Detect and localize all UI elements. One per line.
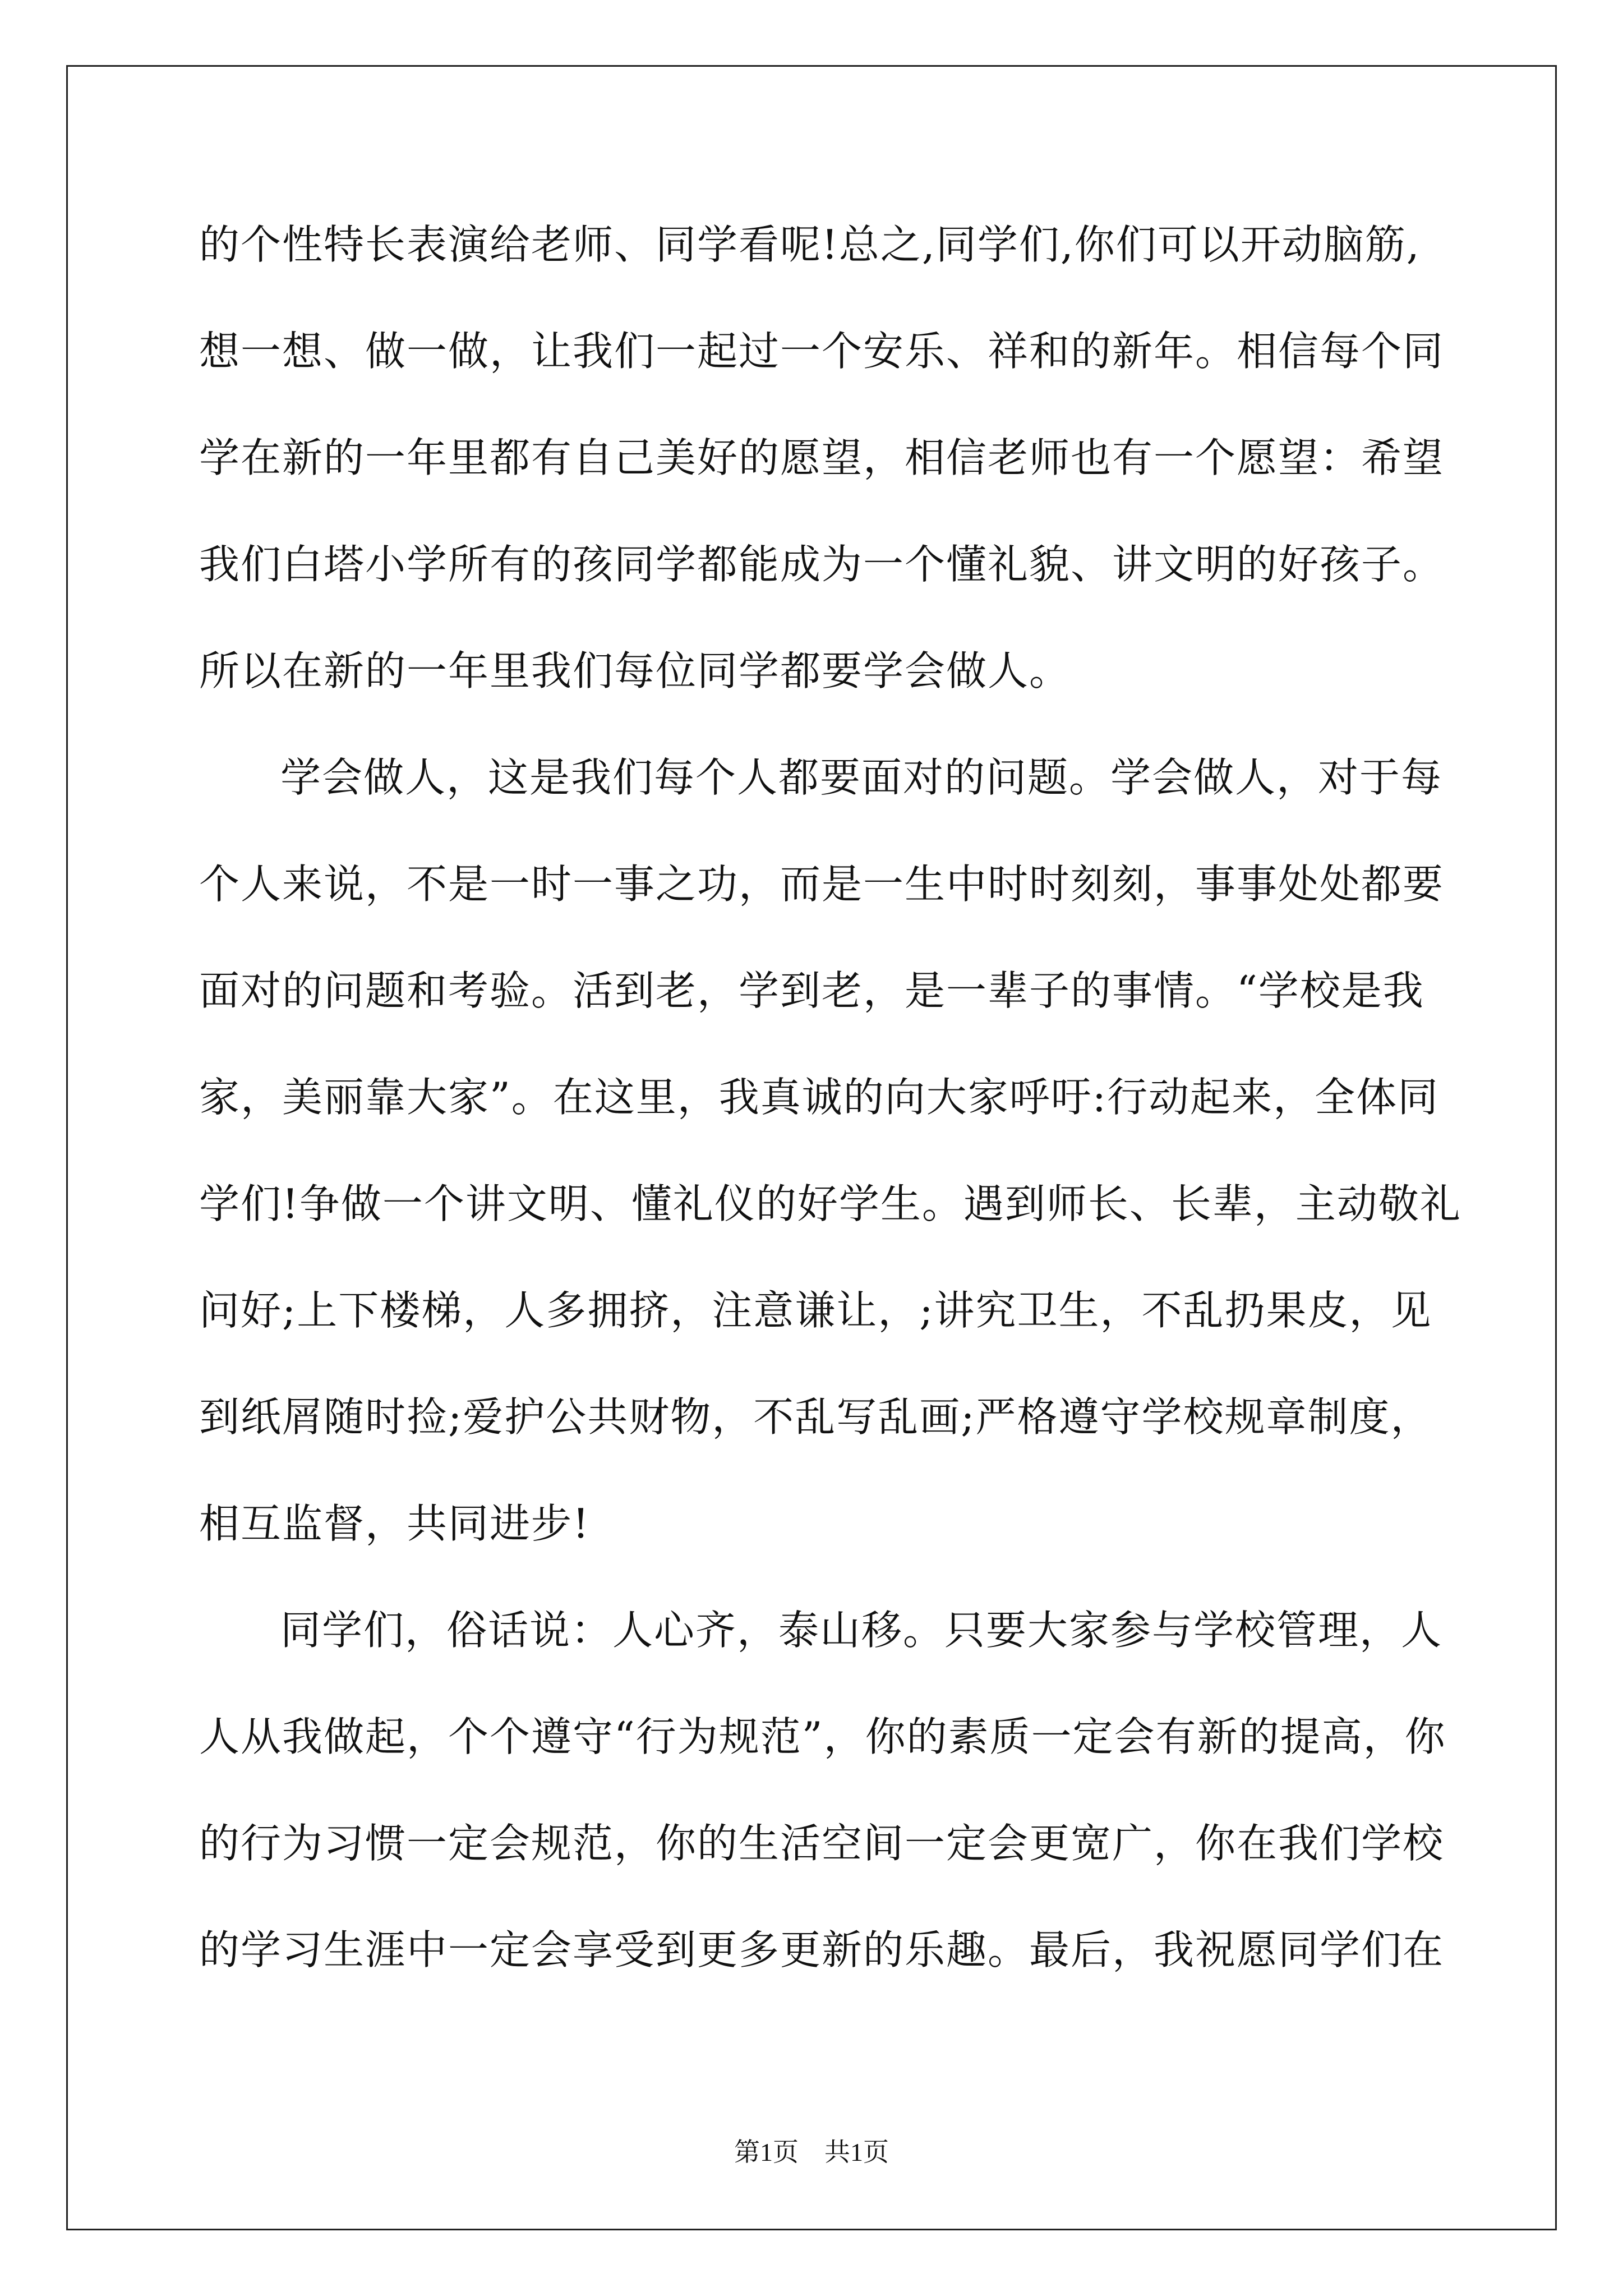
text-line: 的行为习惯一定会规范，你的生活空间一定会更宽广，你在我们学校 bbox=[199, 1820, 1445, 1867]
page-border bbox=[66, 65, 1557, 2230]
page-number: 第1页 共1页 bbox=[734, 2138, 889, 2166]
paragraph-first-line: 学会做人，这是我们每个人都要面对的问题。学会做人，对于每 bbox=[280, 754, 1443, 801]
text-line: 我们白塔小学所有的孩同学都能成为一个懂礼貌、讲文明的好孩子。 bbox=[199, 541, 1445, 588]
text-line: 的学习生涯中一定会享受到更多更新的乐趣。最后，我祝愿同学们在 bbox=[199, 1926, 1445, 1973]
text-line: 人从我做起，个个遵守“行为规范”，你的素质一定会有新的提高，你 bbox=[199, 1713, 1446, 1760]
text-line: 所以在新的一年里我们每位同学都要学会做人。 bbox=[199, 647, 1071, 694]
text-line: 家，美丽靠大家”。在这里，我真诚的向大家呼吁:行动起来，全体同 bbox=[199, 1074, 1440, 1121]
text-line: 想一想、做一做，让我们一起过一个安乐、祥和的新年。相信每个同 bbox=[199, 328, 1445, 375]
paragraph-first-line: 同学们，俗话说：人心齐，泰山移。只要大家参与学校管理，人 bbox=[280, 1607, 1443, 1654]
text-line: 问好;上下楼梯，人多拥挤，注意谦让，;讲究卫生，不乱扔果皮，见 bbox=[199, 1287, 1432, 1334]
text-line: 的个性特长表演给老师、同学看呢!总之,同学们,你们可以开动脑筋, bbox=[199, 221, 1421, 268]
text-line: 相互监督，共同进步! bbox=[199, 1500, 590, 1547]
text-line: 个人来说，不是一时一事之功，而是一生中时时刻刻，事事处处都要 bbox=[199, 861, 1445, 908]
text-line: 学们!争做一个讲文明、懂礼仪的好学生。遇到师长、长辈，主动敬礼 bbox=[199, 1180, 1461, 1227]
text-line: 面对的问题和考验。活到老，学到老，是一辈子的事情。“学校是我 bbox=[199, 967, 1424, 1014]
text-line: 学在新的一年里都有自己美好的愿望，相信老师也有一个愿望：希望 bbox=[199, 434, 1445, 481]
text-line: 到纸屑随时捡;爱护公共财物，不乱写乱画;严格遵守学校规章制度， bbox=[199, 1393, 1432, 1441]
